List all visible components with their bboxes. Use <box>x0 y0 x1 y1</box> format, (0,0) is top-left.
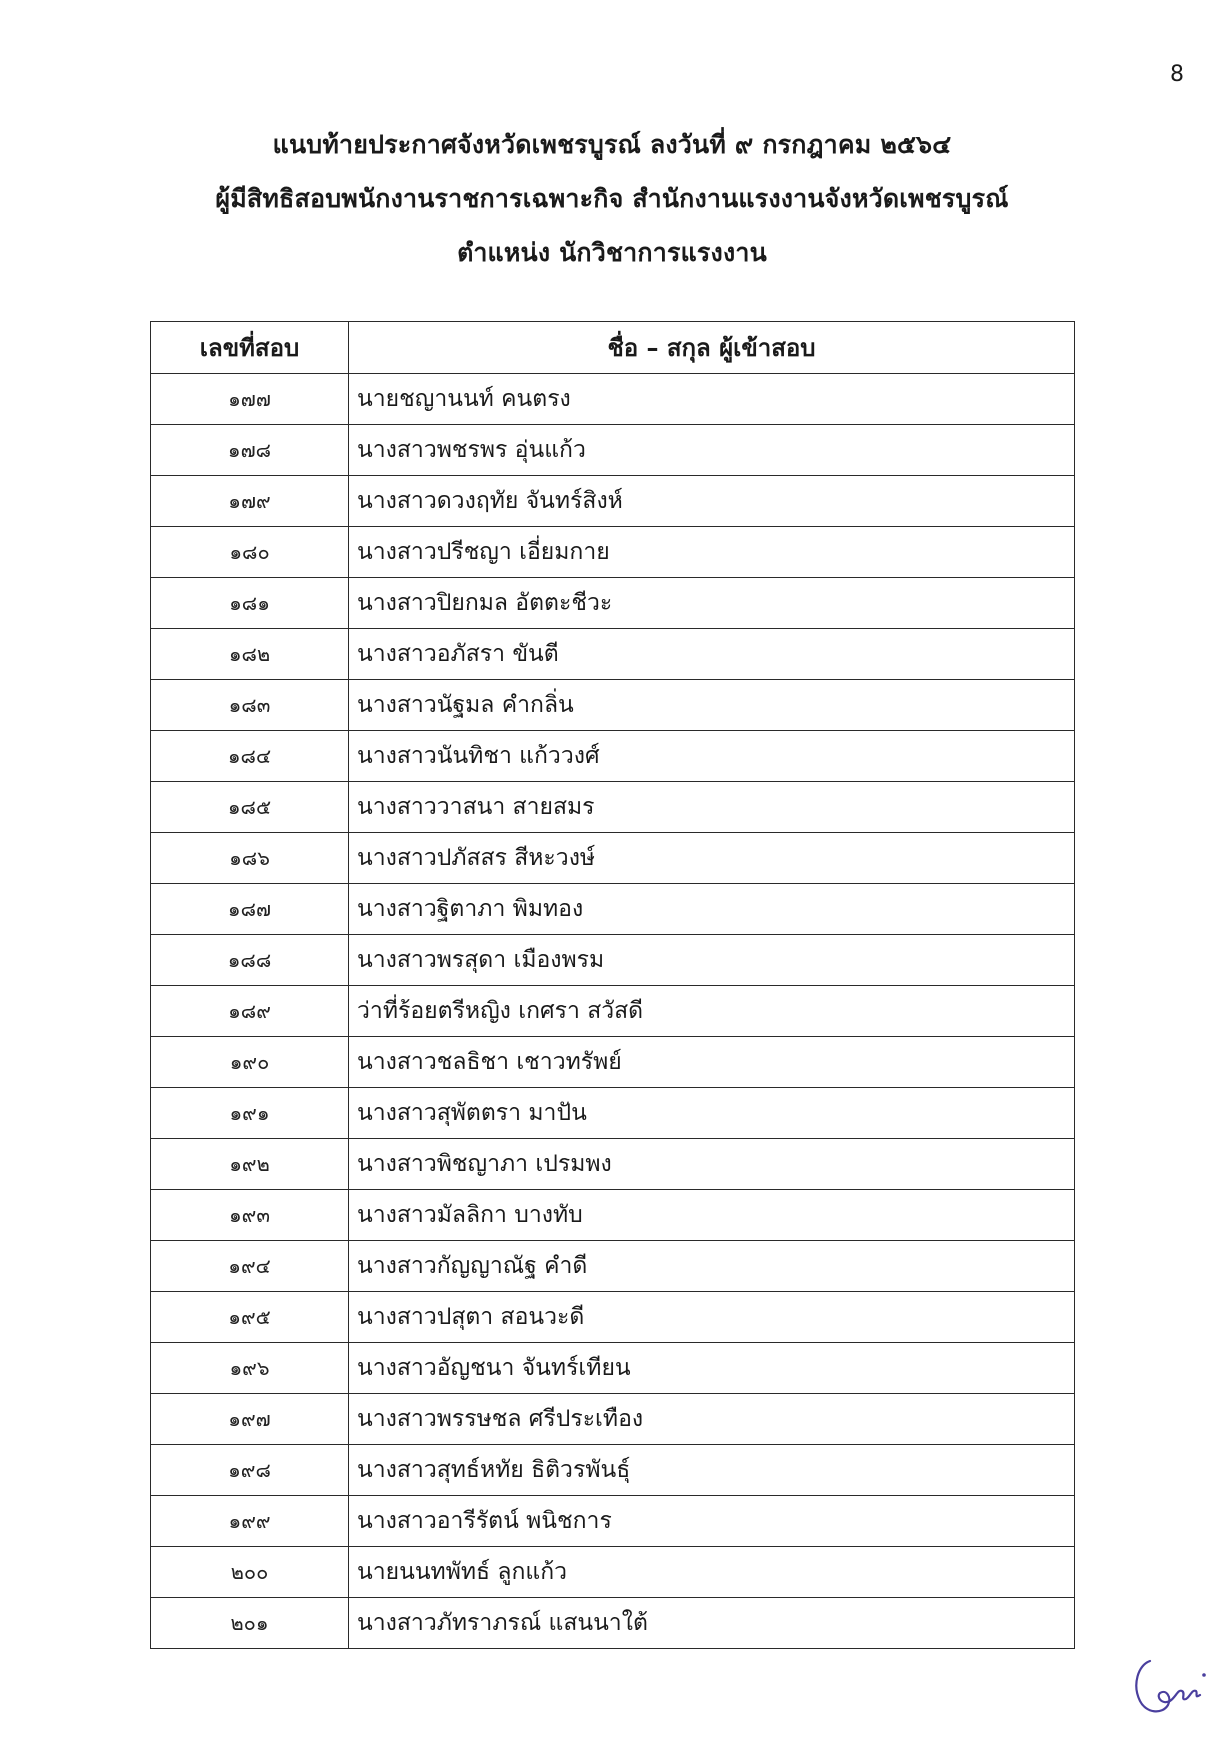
candidate-name-cell: นางสาวนันทิชา แก้ววงศ์ <box>349 731 1075 782</box>
exam-number-cell: ๑๗๙ <box>151 476 349 527</box>
candidate-table <box>150 321 1075 1649</box>
exam-number-cell: ๑๘๔ <box>151 731 349 782</box>
candidate-name-cell: นางสาวปิยกมล อัตตะชีวะ <box>349 578 1075 629</box>
exam-number-cell: ๑๙๖ <box>151 1343 349 1394</box>
exam-number-cell: ๑๙๘ <box>151 1445 349 1496</box>
table-row <box>151 1139 1075 1190</box>
exam-number-cell: ๑๙๒ <box>151 1139 349 1190</box>
exam-number-cell: ๑๗๘ <box>151 425 349 476</box>
table-row <box>151 1190 1075 1241</box>
exam-number-cell: ๒๐๐ <box>151 1547 349 1598</box>
exam-number-cell: ๑๙๔ <box>151 1241 349 1292</box>
table-row <box>151 1394 1075 1445</box>
table-row <box>151 680 1075 731</box>
table-row <box>151 1598 1075 1649</box>
table-row <box>151 782 1075 833</box>
header-candidate-name: ชื่อ – สกุล ผู้เข้าสอบ <box>349 322 1075 374</box>
exam-number-cell: ๑๗๗ <box>151 374 349 425</box>
exam-number-cell: ๑๘๐ <box>151 527 349 578</box>
candidate-name-cell: นางสาวชลธิชา เชาวทรัพย์ <box>349 1037 1075 1088</box>
candidate-name-cell: นางสาวปสุตา สอนวะดี <box>349 1292 1075 1343</box>
table-row <box>151 1037 1075 1088</box>
table-row <box>151 527 1075 578</box>
candidate-name-cell: นางสาววาสนา สายสมร <box>349 782 1075 833</box>
heading-line-1: แนบท้ายประกาศจังหวัดเพชรบูรณ์ ลงวันที่ ๙ กรกฎาคม ๒๕๖๔ <box>272 130 952 159</box>
table-row <box>151 374 1075 425</box>
candidate-name-cell: นางสาวปรีชญา เอี่ยมกาย <box>349 527 1075 578</box>
exam-number-cell: ๑๘๑ <box>151 578 349 629</box>
table-row <box>151 1241 1075 1292</box>
exam-number-cell: ๑๙๑ <box>151 1088 349 1139</box>
candidate-name-cell: นางสาวอภัสรา ขันตี <box>349 629 1075 680</box>
candidate-name-cell: นางสาวอารีรัตน์ พนิชการ <box>349 1496 1075 1547</box>
candidate-name-cell: นางสาวดวงฤทัย จันทร์สิงห์ <box>349 476 1075 527</box>
candidate-name-cell: นางสาวพิชญาภา เปรมพง <box>349 1139 1075 1190</box>
exam-number-cell: ๑๘๓ <box>151 680 349 731</box>
table-row <box>151 1496 1075 1547</box>
table-row <box>151 833 1075 884</box>
candidate-name-cell: นางสาวกัญญาณัฐ คำดี <box>349 1241 1075 1292</box>
exam-number-cell: ๑๙๗ <box>151 1394 349 1445</box>
table-row <box>151 1445 1075 1496</box>
candidate-name-cell: นางสาวภัทราภรณ์ แสนนาใต้ <box>349 1598 1075 1649</box>
table-row <box>151 1088 1075 1139</box>
exam-number-cell: ๒๐๑ <box>151 1598 349 1649</box>
candidate-name-cell: นางสาวปภัสสร สีหะวงษ์ <box>349 833 1075 884</box>
candidate-name-cell: นางสาวนัฐมล คำกลิ่น <box>349 680 1075 731</box>
exam-number-cell: ๑๘๙ <box>151 986 349 1037</box>
table-row <box>151 986 1075 1037</box>
candidate-name-cell: นางสาวพรรษชล ศรีประเทือง <box>349 1394 1075 1445</box>
candidate-name-cell: ว่าที่ร้อยตรีหญิง เกศรา สวัสดี <box>349 986 1075 1037</box>
header-exam-number: เลขที่สอบ <box>151 322 349 374</box>
exam-number-cell: ๑๘๒ <box>151 629 349 680</box>
candidate-name-cell: นางสาวฐิตาภา พิมทอง <box>349 884 1075 935</box>
candidate-name-cell: นางสาวมัลลิกา บางทับ <box>349 1190 1075 1241</box>
exam-number-cell: ๑๙๕ <box>151 1292 349 1343</box>
candidate-name-cell: นางสาวพรสุดา เมืองพรม <box>349 935 1075 986</box>
table-header-row <box>151 322 1075 374</box>
heading-line-3: ตำแหน่ง นักวิชาการแรงงาน <box>457 238 767 267</box>
table-row <box>151 629 1075 680</box>
exam-number-cell: ๑๙๓ <box>151 1190 349 1241</box>
table-body <box>151 374 1075 1649</box>
table-row <box>151 1343 1075 1394</box>
page-number: 8 <box>1170 62 1184 87</box>
exam-number-cell: ๑๘๕ <box>151 782 349 833</box>
candidate-name-cell: นายนนทพัทธ์ ลูกแก้ว <box>349 1547 1075 1598</box>
exam-number-cell: ๑๘๘ <box>151 935 349 986</box>
table-row <box>151 935 1075 986</box>
table-row <box>151 1547 1075 1598</box>
exam-number-cell: ๑๙๐ <box>151 1037 349 1088</box>
candidate-name-cell: นางสาวสุพัตตรา มาปัน <box>349 1088 1075 1139</box>
exam-number-cell: ๑๘๖ <box>151 833 349 884</box>
candidate-name-cell: นายชญานนท์ คนตรง <box>349 374 1075 425</box>
exam-number-cell: ๑๙๙ <box>151 1496 349 1547</box>
exam-number-cell: ๑๘๗ <box>151 884 349 935</box>
document-heading <box>0 118 1224 280</box>
table-row <box>151 731 1075 782</box>
candidate-name-cell: นางสาวพชรพร อุ่นแก้ว <box>349 425 1075 476</box>
candidate-name-cell: นางสาวอัญชนา จันทร์เทียน <box>349 1343 1075 1394</box>
table-row <box>151 884 1075 935</box>
heading-line-2: ผู้มีสิทธิสอบพนักงานราชการเฉพาะกิจ สำนักงานแรงงานจังหวัดเพชรบูรณ์ <box>215 184 1009 213</box>
table-row <box>151 425 1075 476</box>
table-row <box>151 1292 1075 1343</box>
table-row <box>151 578 1075 629</box>
candidate-name-cell: นางสาวสุทธ์หทัย ธิติวรพันธุ์ <box>349 1445 1075 1496</box>
signature-icon <box>1128 1655 1208 1717</box>
table-row <box>151 476 1075 527</box>
